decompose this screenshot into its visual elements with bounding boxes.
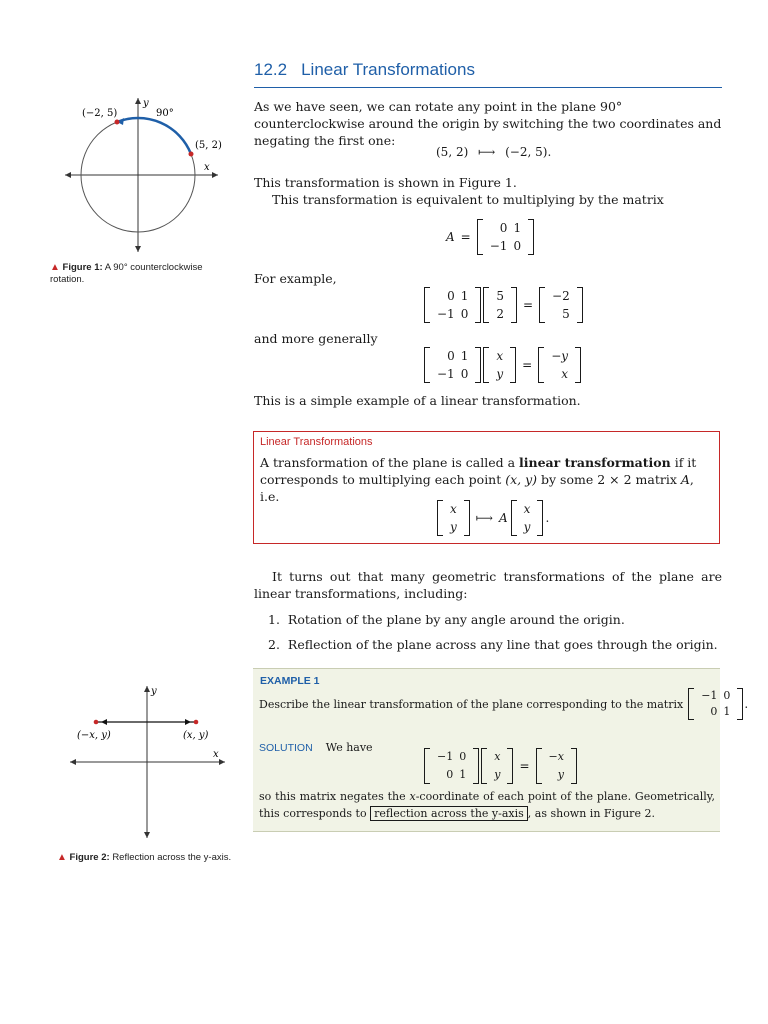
- matrix-cell: 0: [513, 239, 522, 253]
- matrix-cell: −1: [437, 307, 455, 321]
- definition-vector: [511, 500, 544, 536]
- reflection-matrix: [424, 748, 479, 784]
- input-vector: [481, 748, 513, 784]
- vector-cell: y: [496, 367, 504, 381]
- rotation-matrix: [424, 347, 481, 383]
- y-axis-label: y: [151, 686, 157, 697]
- figure-2-caption: ▲ Figure 2: Reflection across the y-axis.: [57, 852, 232, 863]
- equals-sign: =: [522, 298, 534, 312]
- definition-formula: [437, 500, 549, 536]
- map-right: (−2, 5).: [505, 145, 552, 159]
- matrix-cell: 0: [460, 367, 469, 381]
- vector-cell: y: [450, 520, 457, 534]
- vector-cell: y: [523, 520, 531, 534]
- arrowhead-left: [101, 719, 107, 725]
- figure-2-caption-text: Reflection across the y-axis.: [112, 852, 232, 863]
- matrix-cell: 0: [447, 289, 455, 303]
- definition-title: Linear Transformations: [260, 436, 373, 448]
- label-point-a: (−2, 5): [82, 108, 118, 119]
- definition-matrix: A: [680, 472, 690, 487]
- label-angle: 90°: [156, 108, 174, 119]
- example-prompt-text: Describe the linear transformation of the plane corresponding to the matrix: [259, 697, 684, 711]
- vector-cell: 2: [496, 307, 504, 321]
- equivalence-text: This transformation is equivalent to multiplying by the matrix: [272, 192, 664, 207]
- matrix-cell: −1: [701, 689, 718, 702]
- vector-cell: −x: [548, 750, 564, 763]
- rotation-matrix: [424, 287, 481, 323]
- label-left-point: (−x, y): [77, 730, 111, 741]
- conclusion-c: , as shown in Figure 2.: [527, 807, 655, 820]
- title-rule: [254, 87, 722, 88]
- equals-sign: =: [519, 759, 530, 773]
- matrix-cell: 0: [460, 307, 469, 321]
- list-number: 1.: [268, 612, 280, 627]
- list-text: Rotation of the plane by any angle around the origin.: [287, 612, 625, 627]
- matrix-A-name: A: [446, 230, 455, 244]
- label-right-point: (x, y): [183, 730, 209, 741]
- point-original: [194, 720, 199, 725]
- matrix-cell: 1: [513, 221, 522, 235]
- figure-2-axes: [70, 686, 225, 838]
- we-have-text: We have: [325, 741, 373, 754]
- equals-sign: =: [522, 358, 533, 372]
- x-axis-label: x: [213, 749, 219, 760]
- matrix-cell: 1: [460, 349, 469, 363]
- figure-1-caption-label: Figure 1:: [62, 262, 103, 273]
- matrix-cell: 1: [459, 768, 467, 781]
- general-computation: [424, 347, 581, 383]
- figure-1-caption: ▲ Figure 1: A 90° counterclockwise rotation.: [50, 262, 203, 285]
- section-name: Linear Transformations: [301, 60, 475, 79]
- example-computation: [424, 287, 583, 323]
- list-item: [268, 611, 625, 628]
- definition-period: .: [545, 511, 550, 525]
- output-vector: [538, 347, 581, 383]
- vector-cell: 5: [496, 289, 504, 303]
- vector-cell: −2: [552, 289, 570, 303]
- example-computation: [424, 748, 577, 784]
- vector-cell: x: [496, 349, 504, 363]
- section-title: [254, 60, 722, 80]
- figure-1: [60, 92, 230, 257]
- figure-reference: This transformation is shown in Figure 1.: [254, 175, 517, 190]
- matrix-A: [477, 219, 534, 255]
- vector-cell: x: [450, 502, 457, 516]
- for-example-text: For example,: [254, 271, 337, 286]
- boxed-phrase: reflection across the y-axis: [370, 806, 528, 821]
- matrix-cell: 0: [447, 349, 455, 363]
- definition-text-b: if it corresponds to multiplying each point: [260, 455, 697, 487]
- more-generally-text: and more generally: [254, 331, 378, 346]
- matrix-cell: 0: [499, 221, 508, 235]
- point-rotated: [115, 120, 120, 125]
- mapsto-arrow: ⟼: [475, 511, 493, 525]
- matrix-cell: −1: [437, 750, 454, 763]
- map-left: (5, 2): [436, 145, 469, 159]
- definition-text: [260, 454, 716, 505]
- conclusion-b: -coordinate of each point of the plane. Geometrically, this corresponds to: [259, 790, 715, 820]
- definition-A: A: [498, 511, 508, 525]
- rotation-arc: [117, 118, 191, 154]
- vector-cell: x: [561, 367, 569, 381]
- section-number: 12.2: [254, 60, 288, 79]
- conclusion-a: so this matrix negates the: [259, 790, 410, 803]
- matrix-cell: −1: [489, 239, 508, 253]
- input-vector: [483, 287, 517, 323]
- figure-2: [65, 682, 235, 842]
- matrix-cell: 0: [710, 705, 718, 718]
- matrix-cell: 1: [460, 289, 469, 303]
- vector-cell: y: [494, 768, 501, 781]
- solution-label: SOLUTION: [259, 742, 313, 754]
- output-vector: [539, 287, 583, 323]
- example-prompt: [259, 688, 748, 720]
- label-point-b: (5, 2): [195, 140, 222, 151]
- solution-line: [259, 736, 373, 756]
- matrix-A-equation: [446, 219, 534, 255]
- point-reflected: [94, 720, 99, 725]
- input-vector: [483, 347, 516, 383]
- definition-point: (x, y): [505, 472, 538, 487]
- equals-sign: =: [460, 230, 471, 244]
- figure-1-caption-text: A 90° counterclockwise rotation.: [50, 262, 203, 285]
- vector-cell: x: [494, 750, 501, 763]
- example-prompt-end: .: [744, 697, 749, 711]
- example-matrix: [688, 688, 743, 720]
- map-arrow: ⟼: [478, 145, 496, 159]
- arrowhead-right: [185, 719, 191, 725]
- example-conclusion: [259, 788, 715, 822]
- vector-cell: x: [523, 502, 531, 516]
- vector-cell: 5: [562, 307, 570, 321]
- matrix-cell: 0: [446, 768, 454, 781]
- y-axis-label: y: [143, 98, 149, 109]
- definition-term: linear transformation: [519, 455, 671, 470]
- matrix-cell: 0: [723, 689, 731, 702]
- vector-cell: y: [557, 768, 564, 781]
- x-axis-label: x: [204, 162, 210, 173]
- list-item: [268, 636, 718, 653]
- definition-text-a: A transformation of the plane is called a: [260, 455, 519, 470]
- vector-cell: −y: [551, 349, 569, 363]
- matrix-cell: 1: [723, 705, 731, 718]
- conclusion-var: x: [409, 790, 416, 803]
- matrix-cell: 0: [459, 750, 467, 763]
- intro-paragraph: As we have seen, we can rotate any point in the plane 90° counterclockwise around the origin by switching the two coordinates and negating the first one:: [254, 99, 722, 148]
- list-text: Reflection of the plane across any line that goes through the origin.: [287, 637, 718, 652]
- figure-2-caption-label: Figure 2:: [69, 852, 110, 863]
- transformations-paragraph: It turns out that many geometric transformations of the plane are linear transformations, including:: [254, 569, 722, 601]
- rotation-map: [436, 145, 551, 159]
- list-number: 2.: [268, 637, 280, 652]
- definition-text-d: , i.e.: [260, 472, 694, 504]
- output-vector: [536, 748, 577, 784]
- matrix-cell: −1: [437, 367, 455, 381]
- definition-text-c: by some 2 × 2 matrix: [537, 472, 681, 487]
- point-original: [189, 152, 194, 157]
- example-title: EXAMPLE 1: [260, 675, 320, 687]
- simple-example-text: This is a simple example of a linear transformation.: [254, 393, 581, 408]
- definition-vector: [437, 500, 470, 536]
